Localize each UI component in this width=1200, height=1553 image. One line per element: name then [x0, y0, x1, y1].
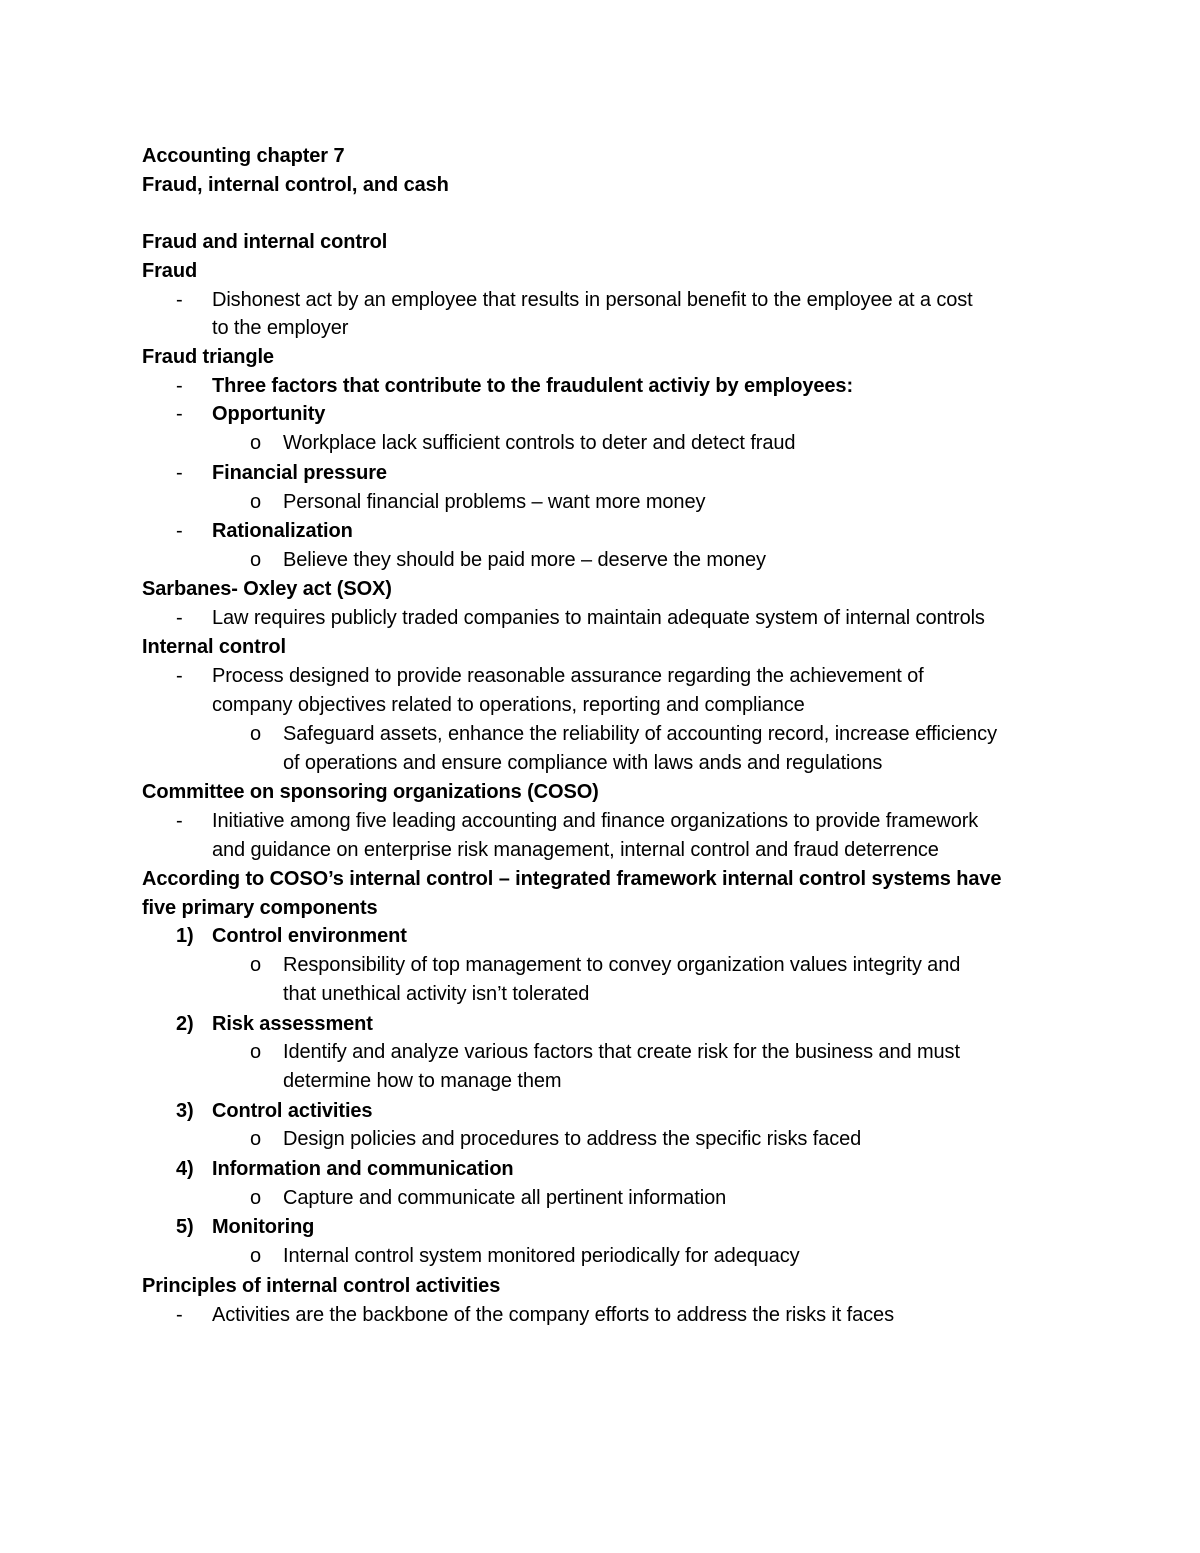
dash-bullet: -: [176, 462, 183, 484]
component-label: Information and communication: [212, 1158, 514, 1180]
coso-heading: Committee on sponsoring organizations (COSO): [142, 781, 599, 803]
internal-control-text-line2: company objectives related to operations, reporting and compliance: [212, 694, 805, 716]
section-heading: Fraud and internal control: [142, 231, 388, 253]
component-number: 4): [176, 1158, 194, 1180]
component-detail-line1: Internal control system monitored periodically for adequacy: [283, 1245, 800, 1267]
coso-text-line1: Initiative among five leading accounting and finance organizations to provide framework: [212, 810, 979, 832]
circle-bullet: o: [250, 1041, 262, 1063]
component-detail-line1: Design policies and procedures to address the specific risks faced: [283, 1128, 862, 1150]
sox-text: Law requires publicly traded companies to maintain adequate system of internal controls: [212, 607, 985, 629]
coso-text-line2: and guidance on enterprise risk management, internal control and fraud deterrence: [212, 839, 939, 861]
document-subtitle: Fraud, internal control, and cash: [142, 174, 449, 196]
principles-heading: Principles of internal control activities: [142, 1275, 501, 1297]
opportunity-label: Opportunity: [212, 403, 326, 425]
document-title: Accounting chapter 7: [142, 145, 345, 167]
component-number: 1): [176, 925, 194, 947]
dash-bullet: -: [176, 810, 183, 832]
components-heading-line2: five primary components: [142, 897, 378, 919]
component-detail-line1: Responsibility of top management to convey organization values integrity and: [283, 954, 961, 976]
component-label: Monitoring: [212, 1216, 315, 1238]
opportunity-detail: Workplace lack sufficient controls to deter and detect fraud: [283, 432, 796, 454]
component-label: Control environment: [212, 925, 407, 947]
circle-bullet: o: [250, 723, 262, 745]
component-detail-line2: determine how to manage them: [283, 1070, 562, 1092]
rationalization-label: Rationalization: [212, 520, 353, 542]
sox-heading: Sarbanes- Oxley act (SOX): [142, 578, 392, 600]
component-number: 3): [176, 1100, 194, 1122]
circle-bullet: o: [250, 1245, 262, 1267]
internal-control-sub-line2: of operations and ensure compliance with laws ands and regulations: [283, 752, 883, 774]
circle-bullet: o: [250, 549, 262, 571]
dash-bullet: -: [176, 289, 183, 311]
component-detail-line2: that unethical activity isn’t tolerated: [283, 983, 590, 1005]
dash-bullet: -: [176, 665, 183, 687]
circle-bullet: o: [250, 1187, 262, 1209]
fraud-triangle-intro: Three factors that contribute to the fraudulent activiy by employees:: [212, 375, 854, 397]
financial-pressure-detail: Personal financial problems – want more money: [283, 491, 706, 513]
fraud-definition-line2: to the employer: [212, 317, 349, 339]
dash-bullet: -: [176, 375, 183, 397]
circle-bullet: o: [250, 491, 262, 513]
financial-pressure-label: Financial pressure: [212, 462, 387, 484]
component-label: Risk assessment: [212, 1013, 373, 1035]
component-number: 5): [176, 1216, 194, 1238]
dash-bullet: -: [176, 607, 183, 629]
principles-text: Activities are the backbone of the company efforts to address the risks it faces: [212, 1304, 894, 1326]
fraud-definition-line1: Dishonest act by an employee that results in personal benefit to the employee at a cost: [212, 289, 973, 311]
circle-bullet: o: [250, 432, 262, 454]
internal-control-heading: Internal control: [142, 636, 286, 658]
dash-bullet: -: [176, 403, 183, 425]
internal-control-text-line1: Process designed to provide reasonable assurance regarding the achievement of: [212, 665, 924, 687]
rationalization-detail: Believe they should be paid more – deserve the money: [283, 549, 766, 571]
dash-bullet: -: [176, 520, 183, 542]
component-label: Control activities: [212, 1100, 373, 1122]
component-number: 2): [176, 1013, 194, 1035]
fraud-heading: Fraud: [142, 260, 198, 282]
dash-bullet: -: [176, 1304, 183, 1326]
internal-control-sub-line1: Safeguard assets, enhance the reliability of accounting record, increase efficiency: [283, 723, 997, 745]
circle-bullet: o: [250, 954, 262, 976]
fraud-triangle-heading: Fraud triangle: [142, 346, 274, 368]
circle-bullet: o: [250, 1128, 262, 1150]
component-detail-line1: Identify and analyze various factors that create risk for the business and must: [283, 1041, 960, 1063]
component-detail-line1: Capture and communicate all pertinent information: [283, 1187, 727, 1209]
components-heading-line1: According to COSO’s internal control – integrated framework internal control systems have: [142, 868, 1002, 890]
